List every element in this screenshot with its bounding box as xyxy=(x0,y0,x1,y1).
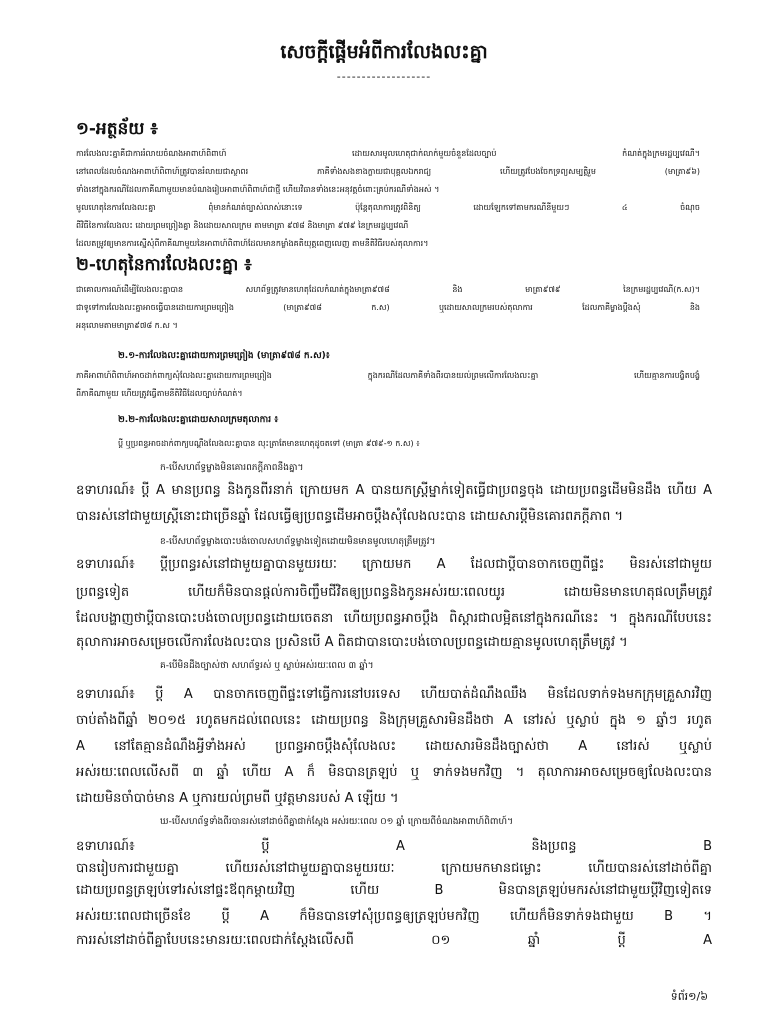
case-example-line: ការរស់នៅដាច់ពីគ្នាបែបនេះមានរយៈពេលជាក់ស្ដែងលើសពី ០១ ឆ្នាំ ប្ដី A xyxy=(76,933,712,948)
case-example-line: តុលាការអាចសម្រេចលើការលែងលះបាន ប្រសិនបើ A ពិតជាបានបោះបង់ចោលប្រពន្ធដោយគ្មានមូលហេតុត្រឹមត្រូវ ។ xyxy=(76,635,628,650)
section-2-heading: ២-ហេតុនៃការលែងលះគ្នា ៖ xyxy=(76,255,252,275)
subsection-2-1-line: ពីភាគីណាមួយ ហើយត្រូវធ្វើតាមនីតិវិធីដែលច្បាប់កំណត់។ xyxy=(76,389,243,398)
case-example-line: អស់រយៈពេលជាច្រើនខែ ប្ដី A ក៏មិនបានទៅសុំប្រពន្ធឲ្យត្រឡប់មកវិញ ហើយក៏មិនទាក់ទងជាមួយ B ។ xyxy=(76,909,712,924)
section-1-line: នៅពេលដែលចំណងអាពាហ៍ពិពាហ៍ត្រូវបានរំលាយជាស្ថាពរ ភាគីទាំងសងខាងក្លាយជាបុគ្គលឯករាជ្យ ហើយត្រូវបែងចែកទ្រព្យសម្បត្តិរួម (មាត្រា៩៦) xyxy=(76,167,700,176)
case-example-line: ដោយប្រពន្ធត្រឡប់ទៅរស់នៅផ្ទះឪពុកម្ដាយវិញ ហើយ B មិនបានត្រឡប់មករស់នៅជាមួយប្ដីវិញទៀតទេ xyxy=(76,883,712,898)
section-2-intro-line: ជាគោលការណ៍ដើម្បីលែងលះគ្នាបាន សហព័ទ្ធត្រូវមានហេតុដែលកំណត់ក្នុងមាត្រា៩៧៨ និង មាត្រា៩៧៩ នៃក្រមរដ្ឋប្បវេណី(ក.ស)។ xyxy=(76,285,700,294)
case-example-line: ឧទាហរណ៍៖ ប្ដី A បានចាកចេញពីផ្ទះទៅធ្វើការនៅបរទេស ហើយបាត់ដំណឹងឈឹង មិនដែលទាក់ទងមកក្រុមគ្រួសារវិញ xyxy=(76,687,712,702)
document-title: សេចក្ដីផ្ដើមអំពីការលែងលះគ្នា xyxy=(280,41,488,63)
subsection-2-2-heading: ២.២-ការលែងលះគ្នាដោយសាលក្រមតុលាការ ៖ xyxy=(118,415,279,425)
section-1-line: មូលហេតុនៃការលែងលះគ្នា ពុំមានកំណត់ច្បាស់លាស់នោះទេ ប៉ុន្តែតុលាការត្រូវពិនិត្យ ដោយឡែកទៅតាមករណីនីមួយៗ ៤ ចំណុច xyxy=(76,203,700,212)
title-rule: ------------------- xyxy=(336,70,432,83)
subsection-2-1-line: ភាគីអាពាហ៍ពិពាហ៍អាចដាក់ពាក្យសុំលែងលះគ្នាដោយការព្រមព្រៀង ក្នុងករណីដែលភាគីទាំងពីរបានយល់ព្រមលើការលែងលះគ្នា ហើយគ្មានការបង្ខិតបង្ខំ xyxy=(76,371,700,380)
section-2-intro-line: ជាទូទៅការលែងលះគ្នាអាចធ្វើបានដោយការព្រមព្រៀង (មាត្រា៩៧៨ ក.ស) ឬដោយសាលក្រមរបស់តុលាការ ដែលភាគីម្ខាងប្ដឹងសុំ និង xyxy=(76,303,700,312)
section-1-line: ការលែងលះគ្នាគឺជាការរំលាយចំណងអាពាហ៍ពិពាហ៍ ដោយសារមូលហេតុជាក់លាក់មួយចំនួនដែលច្បាប់ កំណត់ក្នុងក្រមរដ្ឋប្បវេណី។ xyxy=(76,149,700,158)
case-example-line: ឧទាហរណ៍៖ ប្ដី A និងប្រពន្ធ B xyxy=(76,839,712,854)
subsection-2-1-heading: ២.១-ការលែងលះគ្នាដោយការព្រមព្រៀង (មាត្រា៩៧៨ ក.ស)៖ xyxy=(118,351,330,361)
case-label: ខ-បើសហព័ទ្ធម្ខាងបោះបង់ចោលសហព័ទ្ធម្ខាងទៀតដោយមិនមានមូលហេតុត្រឹមត្រូវ។ xyxy=(160,537,436,547)
case-label: គ-បើមិនដឹងច្បាស់ថា សហព័ទ្ធរស់ ឬ ស្លាប់អស់រយៈពេល ៣ ឆ្នាំ។ xyxy=(160,661,374,671)
section-1-line: ពីវិធីនៃការលែងលះ ដោយព្រមព្រៀងគ្នា និងដោយសាលក្រម តាមមាត្រា ៩៧៨ និងមាត្រា ៩៧៩ នៃក្រមរដ្ឋប្បវេណី xyxy=(76,221,409,230)
case-example-line: ឧទាហរណ៍៖ ប្ដីប្រពន្ធរស់នៅជាមួយគ្នាបានមួយរយៈ ក្រោយមក A ដែលជាប្ដីបានចាកចេញពីផ្ទះ មិនរស់នៅជាមួយ xyxy=(76,557,712,572)
case-example-line: ប្រពន្ធទៀត ហើយក៏មិនបានផ្ដល់ការចិញ្ចឹមជីវិតឲ្យប្រពន្ធនិងកូនអស់រយៈពេលយូរ ដោយមិនមានហេតុផលត្រឹមត្រូវ xyxy=(76,585,712,600)
case-example-line: A នៅតែគ្មានដំណឹងអ្វីទាំងអស់ ប្រពន្ធអាចប្ដឹងសុំលែងលះ ដោយសារមិនដឹងច្បាស់ថា A នៅរស់ ឬស្លាប់ xyxy=(76,739,712,754)
section-2-intro-line: អនុលោមតាមមាត្រា៩៧៨ ក.ស ។ xyxy=(76,321,178,330)
case-example-line: ឧទាហរណ៍៖ ប្ដី A មានប្រពន្ធ និងកូនពីរនាក់ ក្រោយមក A បានយកស្ត្រីម្នាក់ទៀតធ្វើជាប្រពន្ធចុង ដោយប្រពន្ធដើមមិនដឹង ហើយ A xyxy=(76,483,712,498)
section-1-line: ទាំងនៅក្នុងករណីដែលភាគីណាមួយមានបំណងរៀបអាពាហ៍ពិពាហ៍ជាថ្មី ហើយវិធានទាំងនេះអនុវត្តចំពោះគ្រប់ករណីទាំងអស់ ។ xyxy=(76,185,440,194)
case-example-line: បានរស់នៅជាមួយស្ត្រីនោះជាច្រើនឆ្នាំ ដែលធ្វើឲ្យប្រពន្ធដើមអាចប្ដឹងសុំលែងលះបាន ដោយសារប្ដីមិនគោរពភក្ដីភាព ។ xyxy=(76,509,624,524)
case-example-line: អស់រយៈពេលលើសពី ៣ ឆ្នាំ ហើយ A ក៏ មិនបានត្រឡប់ ឬ ទាក់ទងមកវិញ ។ តុលាការអាចសម្រេចឲ្យលែងលះបាន xyxy=(76,765,712,780)
case-example-line: ដែលបង្ហាញថាប្ដីបានបោះបង់ចោលប្រពន្ធដោយចេតនា ហើយប្រពន្ធអាចប្ដឹង ពិស្ដារជាលម្អិតនៅក្នុងករណីនេះ ។ ក្នុងករណីបែបនេះ xyxy=(76,611,712,626)
section-1-heading: ១-អត្ថន័យ ៖ xyxy=(76,119,158,139)
case-label: ក-បើសហព័ទ្ធម្ខាងមិនគោរពភក្ដីភាពនឹងគ្នា។ xyxy=(160,463,304,473)
case-example-line: ដោយមិនចាំបាច់មាន A ឬការយល់ព្រមពី ឬវត្តមានរបស់ A ឡើយ ។ xyxy=(76,791,399,806)
case-example-line: ចាប់តាំងពីឆ្នាំ ២០១៥ រហូតមកដល់ពេលនេះ ដោយប្រពន្ធ និងក្រុមគ្រួសារមិនដឹងថា A នៅរស់ ឬស្លាប់ ក្នុង ១ ឆ្នាំៗ រហូត xyxy=(76,713,712,728)
case-example-line: បានរៀបការជាមួយគ្នា ហើយរស់នៅជាមួយគ្នាបានមួយរយៈ ក្រោយមកមានជម្លោះ ហើយបានរស់នៅដាច់ពីគ្នា xyxy=(76,861,712,876)
case-label: ឃ-បើសហព័ទ្ធទាំងពីរបានរស់នៅដាច់ពីគ្នាជាក់ស្ដែង អស់រយៈពេល ០១ ឆ្នាំ ក្រោយពីចំណងអាពាហ៍ពិពាហ៍។ xyxy=(160,817,514,827)
page-number: ទំព័រ១/៦ xyxy=(670,990,708,1003)
subsection-2-2-intro: ប្ដី ឬប្រពន្ធអាចដាក់ពាក្យបណ្ដឹងលែងលះគ្នាបាន លុះត្រាតែមានហេតុដូចតទៅ (មាត្រា ៩៧៩-១ ក.ស) ៖ xyxy=(118,439,420,448)
section-1-line: ដែលតម្រូវឲ្យមានការស្នើសុំពីភាគីណាមួយនៃអាពាហ៍ពិពាហ៍ដែលមានកម្លាំងគតិយុត្តពេញលេញ តាមនីតិវិធីរបស់តុលាការ។ xyxy=(76,239,429,248)
